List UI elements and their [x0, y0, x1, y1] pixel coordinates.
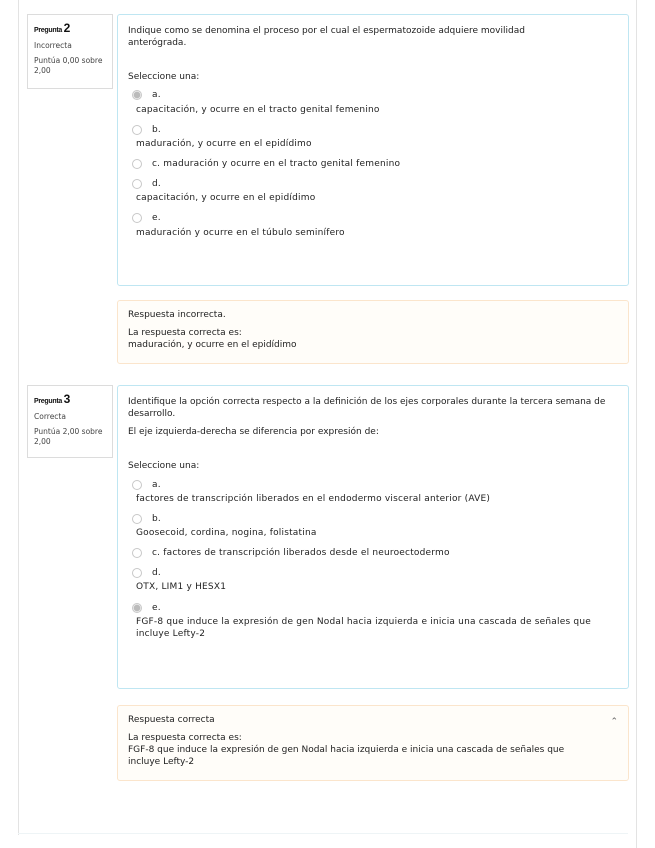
question-score: Puntúa 0,00 sobre 2,00 — [34, 56, 103, 76]
correct-label: La respuesta correcta es: — [128, 328, 242, 339]
option-text: FGF-8 que induce la expresión de gen Nodal hacia izquierda e inicia una cascada de señales que incluye Lefty-2 — [136, 616, 591, 639]
option-text: factores de transcripción liberados desde el neuroectodermo — [163, 548, 450, 559]
option-letter: d. — [152, 568, 161, 579]
radio-button[interactable] — [132, 603, 142, 613]
chevron-up-icon[interactable]: ⌃ — [610, 717, 618, 727]
question-state: Correcta — [34, 412, 66, 422]
answer-option[interactable] — [128, 178, 618, 204]
question-number: Pregunta 2 — [34, 21, 70, 35]
question-state: Incorrecta — [34, 41, 72, 51]
answer-option[interactable] — [128, 479, 618, 505]
option-text: maduración y ocurre en el túbulo seminífero — [136, 227, 345, 238]
option-letter: b. — [152, 124, 161, 135]
radio-button[interactable] — [132, 480, 142, 490]
question-text: Indique como se denomina el proceso por el cual el espermatozoide adquiere movilidad anterógrada. — [128, 26, 525, 49]
option-text: capacitación, y ocurre en el tracto genital femenino — [136, 104, 380, 115]
radio-button[interactable] — [132, 125, 142, 135]
option-letter: c. — [152, 548, 161, 559]
feedback — [117, 705, 629, 781]
answer-option[interactable] — [128, 547, 618, 559]
option-letter: c. — [152, 158, 161, 169]
radio-button[interactable] — [132, 179, 142, 189]
question-score: Puntúa 2,00 sobre 2,00 — [34, 427, 103, 447]
question-text: El eje izquierda-derecha se diferencia por expresión de: — [128, 427, 379, 438]
select-label: Seleccione una: — [128, 461, 200, 472]
feedback — [117, 300, 629, 364]
question-info — [27, 385, 113, 458]
option-text: OTX, LIM1 y HESX1 — [136, 582, 227, 593]
radio-button[interactable] — [132, 159, 142, 169]
option-letter: d. — [152, 179, 161, 190]
question-text: Identifique la opción correcta respecto a la definición de los ejes corporales durante la tercera semana de desarrollo. — [128, 397, 606, 420]
question-content — [117, 385, 629, 689]
option-letter: a. — [152, 90, 161, 101]
answer-option[interactable] — [128, 513, 618, 539]
left-border — [18, 0, 19, 835]
answer-option[interactable] — [128, 124, 618, 150]
answer-option[interactable] — [128, 212, 618, 238]
feedback-status: Respuesta incorrecta. — [128, 310, 226, 320]
option-letter: a. — [152, 479, 161, 490]
option-text: capacitación, y ocurre en el epidídimo — [136, 193, 316, 204]
answer-option[interactable] — [128, 602, 618, 640]
option-text: Goosecoid, cordina, nogina, folistatina — [136, 527, 317, 538]
option-text: maduración y ocurre en el tracto genital femenino — [163, 158, 401, 169]
answer-option[interactable] — [128, 158, 618, 170]
radio-button[interactable] — [132, 90, 142, 100]
select-label: Seleccione una: — [128, 72, 200, 83]
right-border — [636, 0, 637, 848]
option-letter: e. — [152, 602, 161, 613]
answer-option[interactable] — [128, 567, 618, 593]
option-letter: e. — [152, 213, 161, 224]
feedback-status: Respuesta correcta — [128, 715, 215, 725]
option-text: maduración, y ocurre en el epidídimo — [136, 138, 312, 149]
bottom-divider — [18, 833, 628, 834]
question-content — [117, 14, 629, 286]
option-text: factores de transcripción liberados en el endodermo visceral anterior (AVE) — [136, 493, 491, 504]
correct-answer: FGF-8 que induce la expresión de gen Nodal hacia izquierda e inicia una cascada de señales que incluye Lefty-2 — [128, 745, 565, 768]
answer-option[interactable] — [128, 89, 618, 115]
radio-button[interactable] — [132, 514, 142, 524]
correct-label: La respuesta correcta es: — [128, 733, 242, 744]
radio-button[interactable] — [132, 568, 142, 578]
radio-button[interactable] — [132, 213, 142, 223]
option-letter: b. — [152, 513, 161, 524]
question-number: Pregunta 3 — [34, 392, 70, 406]
radio-button[interactable] — [132, 548, 142, 558]
correct-answer: maduración, y ocurre en el epidídimo — [128, 340, 297, 351]
question-info — [27, 14, 113, 89]
